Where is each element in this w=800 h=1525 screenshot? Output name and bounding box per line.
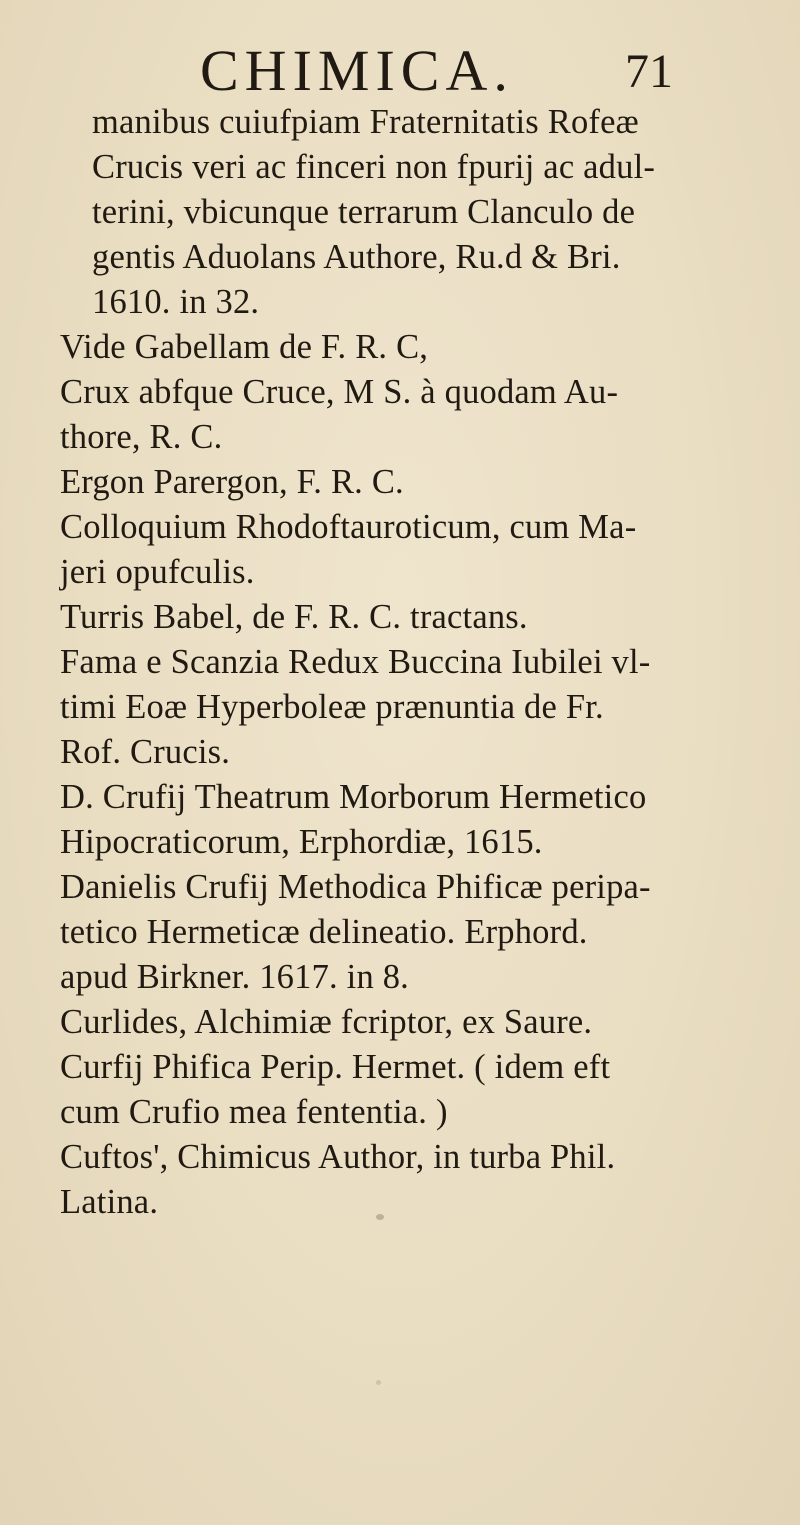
bibliography-entry [60, 595, 750, 640]
entry-line: jeri opufculis. [60, 553, 255, 591]
entry-line: tetico Hermeticæ delineatio. Erphord. [60, 913, 588, 951]
page-number: 71 [625, 45, 673, 98]
bibliography-entry [60, 640, 750, 775]
entry-line: timi Eoæ Hyperboleæ prænuntia de Fr. [60, 688, 604, 726]
bibliography-entry [60, 505, 750, 595]
entry-line: apud Birkner. 1617. in 8. [60, 958, 410, 996]
bibliography-entry [60, 460, 750, 505]
entry-line: Crux abfque Cruce, M S. à quodam Au- [60, 373, 619, 411]
entry-line: Cuftos', Chimicus Author, in turba Phil. [60, 1138, 616, 1176]
entry-line: terini, vbicunque terrarum Clanculo de [92, 193, 636, 231]
bibliography-entry [60, 1135, 750, 1225]
entry-line: D. Crufij Theatrum Morborum Hermetico [60, 778, 647, 816]
entry-line: Vide Gabellam de F. R. C, [60, 328, 429, 366]
bibliography-entry [60, 865, 750, 1000]
entry-line: Colloquium Rhodoftauroticum, cum Ma- [60, 508, 637, 546]
entry-line: cum Crufio mea fententia. ) [60, 1093, 448, 1131]
bibliography-entry [60, 100, 750, 325]
running-title: CHIMICA. [200, 38, 514, 103]
entry-line: Ergon Parergon, F. R. C. [60, 463, 404, 501]
bibliography-entry [60, 1000, 750, 1045]
ink-spot [376, 1380, 381, 1385]
entry-line: Fama e Scanzia Redux Buccina Iubilei vl- [60, 643, 651, 681]
entry-line: manibus cuiufpiam Fraternitatis Rofeæ [92, 103, 639, 141]
bibliography-entry [60, 1045, 750, 1135]
entry-line: thore, R. C. [60, 418, 223, 456]
entry-line: Curfij Phifica Perip. Hermet. ( idem eft [60, 1048, 611, 1086]
entry-line: gentis Aduolans Authore, Ru.d & Bri. [92, 238, 621, 276]
entry-line: Latina. [60, 1183, 159, 1221]
bibliography-entry [60, 370, 750, 460]
entry-line: 1610. in 32. [92, 283, 260, 321]
entry-line: Hipocraticorum, Erphordiæ, 1615. [60, 823, 543, 861]
bibliography-list [60, 100, 750, 1225]
entry-line: Danielis Crufij Methodica Phificæ peripa- [60, 868, 651, 906]
bibliography-entry [60, 775, 750, 865]
entry-line: Rof. Crucis. [60, 733, 231, 771]
bibliography-entry [60, 325, 750, 370]
entry-line: Turris Babel, de F. R. C. tractans. [60, 598, 528, 636]
ink-spot [376, 1214, 384, 1220]
entry-line: Curlides, Alchimiæ fcriptor, ex Saure. [60, 1003, 593, 1041]
entry-line: Crucis veri ac finceri non fpurij ac adul- [92, 148, 656, 186]
